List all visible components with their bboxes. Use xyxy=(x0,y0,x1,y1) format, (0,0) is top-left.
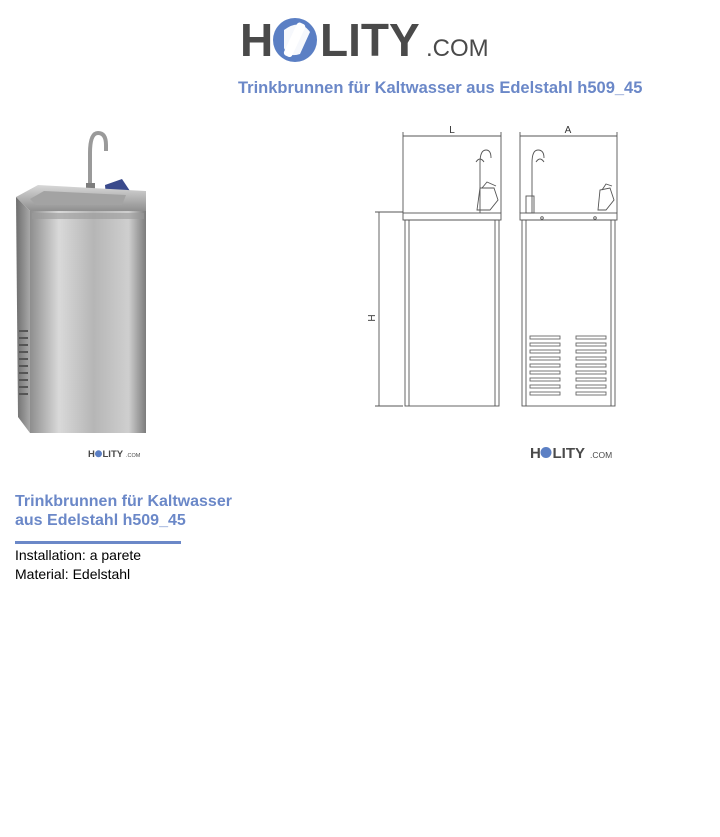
logo-o-icon xyxy=(273,18,317,62)
photo-watermark-logo xyxy=(88,447,148,461)
svg-text:LITY: LITY xyxy=(552,445,585,462)
page-title: Trinkbrunnen für Kaltwasser aus Edelstahl h509_45 xyxy=(238,79,643,97)
logo-letter-h: H xyxy=(240,14,274,66)
svg-text:.COM: .COM xyxy=(126,453,141,459)
svg-text:H: H xyxy=(530,445,541,462)
product-heading-line2: aus Edelstahl h509_45 xyxy=(15,512,186,529)
svg-text:.COM: .COM xyxy=(590,450,613,460)
spec-material: Material: Edelstahl xyxy=(15,566,131,582)
product-photo xyxy=(10,125,155,437)
svg-text:LITY: LITY xyxy=(102,449,124,460)
spec-installation: Installation: a parete xyxy=(15,547,142,563)
heading-divider xyxy=(15,541,181,544)
svg-text:H: H xyxy=(88,449,95,460)
product-heading xyxy=(15,492,275,530)
logo-letters-lity: LITY xyxy=(320,14,420,66)
technical-drawing xyxy=(362,118,624,414)
holity-logo[interactable] xyxy=(240,14,490,66)
product-heading-line1: Trinkbrunnen für Kaltwasser xyxy=(15,493,232,510)
drawing-watermark-logo xyxy=(530,442,620,462)
dim-label-h: H xyxy=(367,314,378,322)
dim-label-l: L xyxy=(449,125,455,136)
logo-domain: .COM xyxy=(426,35,489,62)
dim-label-a: A xyxy=(564,125,572,136)
